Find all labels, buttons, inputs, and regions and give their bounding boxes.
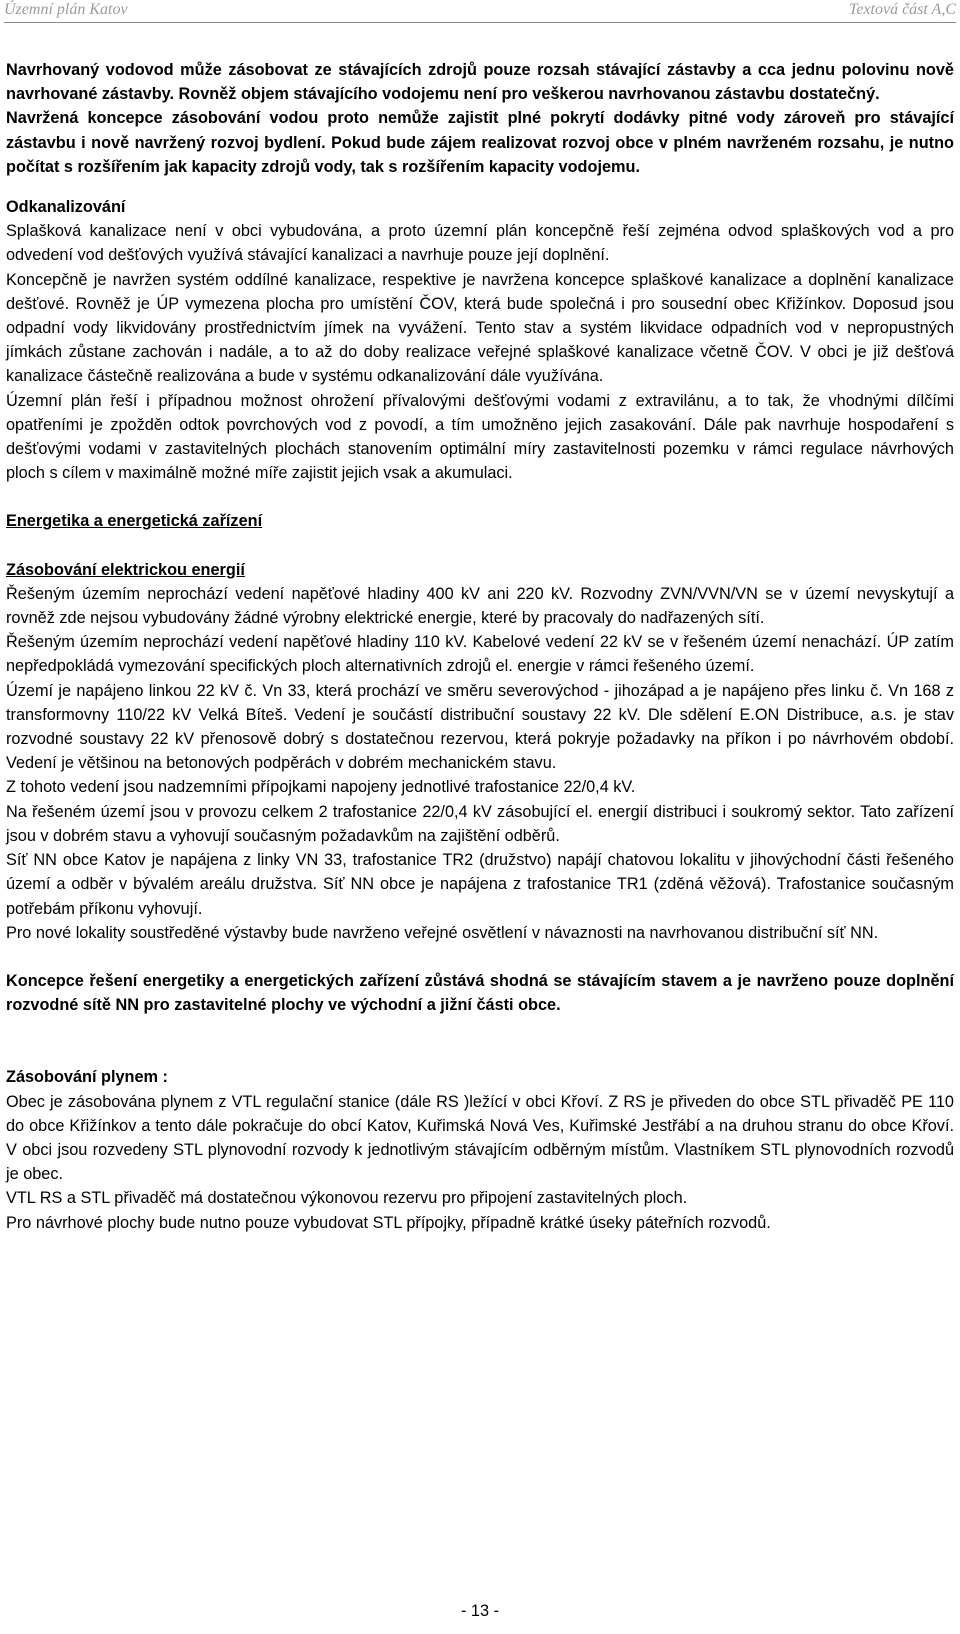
sewerage-paragraph-3: Územní plán řeší i případnou možnost ohrožení přívalovými dešťovými vodami z extravilánu, a to tak, že vhodnými dílčími opatřeními je zpožděn odtok povrchových vod z povodí, a tím umožněno jejich zasakování. Dále pak navrhuje hospodaření s dešťovými vodami v zastavitelných plochách stanovením optimální míry zastavitelnosti pozemku v rámci regulace návrhových ploch s cílem v maximálně možné míře zajistit jejich vsak a akumulaci.: [6, 391, 954, 483]
water-supply-paragraph-1: Navrhovaný vodovod může zásobovat ze stávajících zdrojů pouze rozsah stávající zástavby a cca jednu polovinu nově navrhované zástavby. Rovněž objem stávajícího vodojemu není pro veškerou navrhovanou zástavbu dostatečný.: [6, 61, 954, 104]
document-body: [6, 58, 954, 1235]
page-header: [4, 0, 956, 23]
header-document-title: Územní plán Katov: [4, 1, 128, 18]
sewerage-paragraph-2: Koncepčně je navržen systém oddílné kanalizace, respektive je navržena koncepce splaškové kanalizace a doplnění kanalizace dešťové. Rovněž je ÚP vymezena plocha pro umístění ČOV, která bude společná i pro sousední obec Křižínkov. Doposud jsou odpadní vody likvidovány prostřednictvím jímek na vyvážení. Tento stav a systém likvidace odpadních vod v nepropustných jímkách zůstane zachován i nadále, a to až do doby realizace veřejné splaškové kanalizace včetně ČOV. V obci je již dešťová kanalizace částečně realizována a bude v systému odkanalizování dále využívána.: [6, 270, 954, 386]
electricity-paragraph-3: Území je napájeno linkou 22 kV č. Vn 33, která prochází ve směru severovýchod - jihozápad a je napájeno přes linku č. Vn 168 z transformovny 110/22 kV Velká Bíteš. Vedení je součástí distribuční soustavy 22 kV. Dle sdělení E.ON Distribuce, a.s. je stav rozvodné soustavy 22 kV přenosově dobrý s dostatečnou rezervou, která pokryje požadavky na příkon i po návrhovém období. Vedení je většinou na betonových podpěrách v dobrém mechanickém stavu.: [6, 681, 954, 773]
sewerage-paragraph-1: Splašková kanalizace není v obci vybudována, a proto územní plán koncepčně řeší zejména odvod splaškových vod a pro odvedení vod dešťových využívá stávající kanalizaci a navrhuje pouze její doplnění.: [6, 222, 954, 265]
energy-concept-paragraph: Koncepce řešení energetiky a energetických zařízení zůstává shodná se stávajícím stavem a je navrženo pouze doplnění rozvodné sítě NN pro zastavitelné plochy ve východní a jižní části obce.: [6, 971, 954, 1015]
electricity-paragraph-7: Pro nové lokality soustředěné výstavby bude navrženo veřejné osvětlení v návaznosti na navrhovanou distribuční síť NN.: [6, 923, 879, 942]
water-supply-paragraph-2: Navržená koncepce zásobování vodou proto nemůže zajistit plné pokrytí dodávky pitné vody zároveň pro stávající zástavbu i nově navržený rozvoj bydlení. Pokud bude zájem realizovat rozvoj obce v plném navrženém rozsahu, je nutno počítat s rozšířením jak kapacity zdrojů vody, tak s rozšířením kapacity vodojemu.: [6, 109, 954, 176]
gas-paragraph-2: VTL RS a STL přivaděč má dostatečnou výkonovou rezervu pro připojení zastavitelných ploch.: [6, 1189, 688, 1208]
electricity-paragraph-2: Řešeným územím neprochází vedení napěťové hladiny 110 kV. Kabelové vedení 22 kV se v řešeném území nenachází. ÚP zatím nepředpokládá vymezování specifických ploch alternativních zdrojů el. energie v rámci řešeného území.: [6, 633, 954, 676]
electricity-paragraph-1: Řešeným územím neprochází vedení napěťové hladiny 400 kV ani 220 kV. Rozvodny ZVN/VVN/VN se v území nevyskytují a rovněž zde nejsou vybudovány žádné výrobny elektrické energie, které by pracovaly do nadřazených sítí.: [6, 584, 954, 628]
electricity-paragraph-6: Síť NN obce Katov je napájena z linky VN 33, trafostanice TR2 (družstvo) napájí chatovou lokalitu v jihovýchodní části řešeného území a odběr v bývalém areálu družstva. Síť NN obce je napájena z trafostanice TR1 (zděná věžová). Trafostanice současným potřebám příkonu vyhovují.: [6, 851, 954, 918]
energy-heading: Energetika a energetická zařízení: [6, 512, 263, 531]
electricity-subheading: Zásobování elektrickou energií: [6, 560, 245, 579]
sewerage-heading: Odkanalizování: [6, 198, 126, 217]
gas-paragraph-1: Obec je zásobována plynem z VTL regulační stanice (dále RS )ležící v obci Křoví. Z RS je přiveden do obce STL přivaděč PE 110 do obce Křižínkov a tento dále pokračuje do obcí Katov, Kuřimská Nová Ves, Kuřimské Jestřábí a na druhou stranu do obce Křoví. V obci jsou rozvedeny STL plynovodní rozvody k jednotlivým stávajícím odběrným místům. Vlastníkem STL plynovodních rozvodů je obec.: [6, 1092, 954, 1184]
page-number: - 13 -: [460, 1602, 499, 1620]
gas-heading: Zásobování plynem :: [6, 1068, 168, 1087]
electricity-paragraph-5: Na řešeném území jsou v provozu celkem 2 trafostanice 22/0,4 kV zásobující el. energií distribuci i soukromý sektor. Tato zařízení jsou v dobrém stavu a vyhovují současným požadavkům na zajištění odběrů.: [6, 802, 954, 845]
electricity-paragraph-4: Z tohoto vedení jsou nadzemními přípojkami napojeny jednotlivé trafostanice 22/0,4 kV.: [6, 778, 636, 797]
gas-paragraph-3: Pro návrhové plochy bude nutno pouze vybudovat STL přípojky, případně krátké úseky páteřních rozvodů.: [6, 1213, 771, 1232]
header-section-title: Textová část A,C: [848, 1, 956, 18]
